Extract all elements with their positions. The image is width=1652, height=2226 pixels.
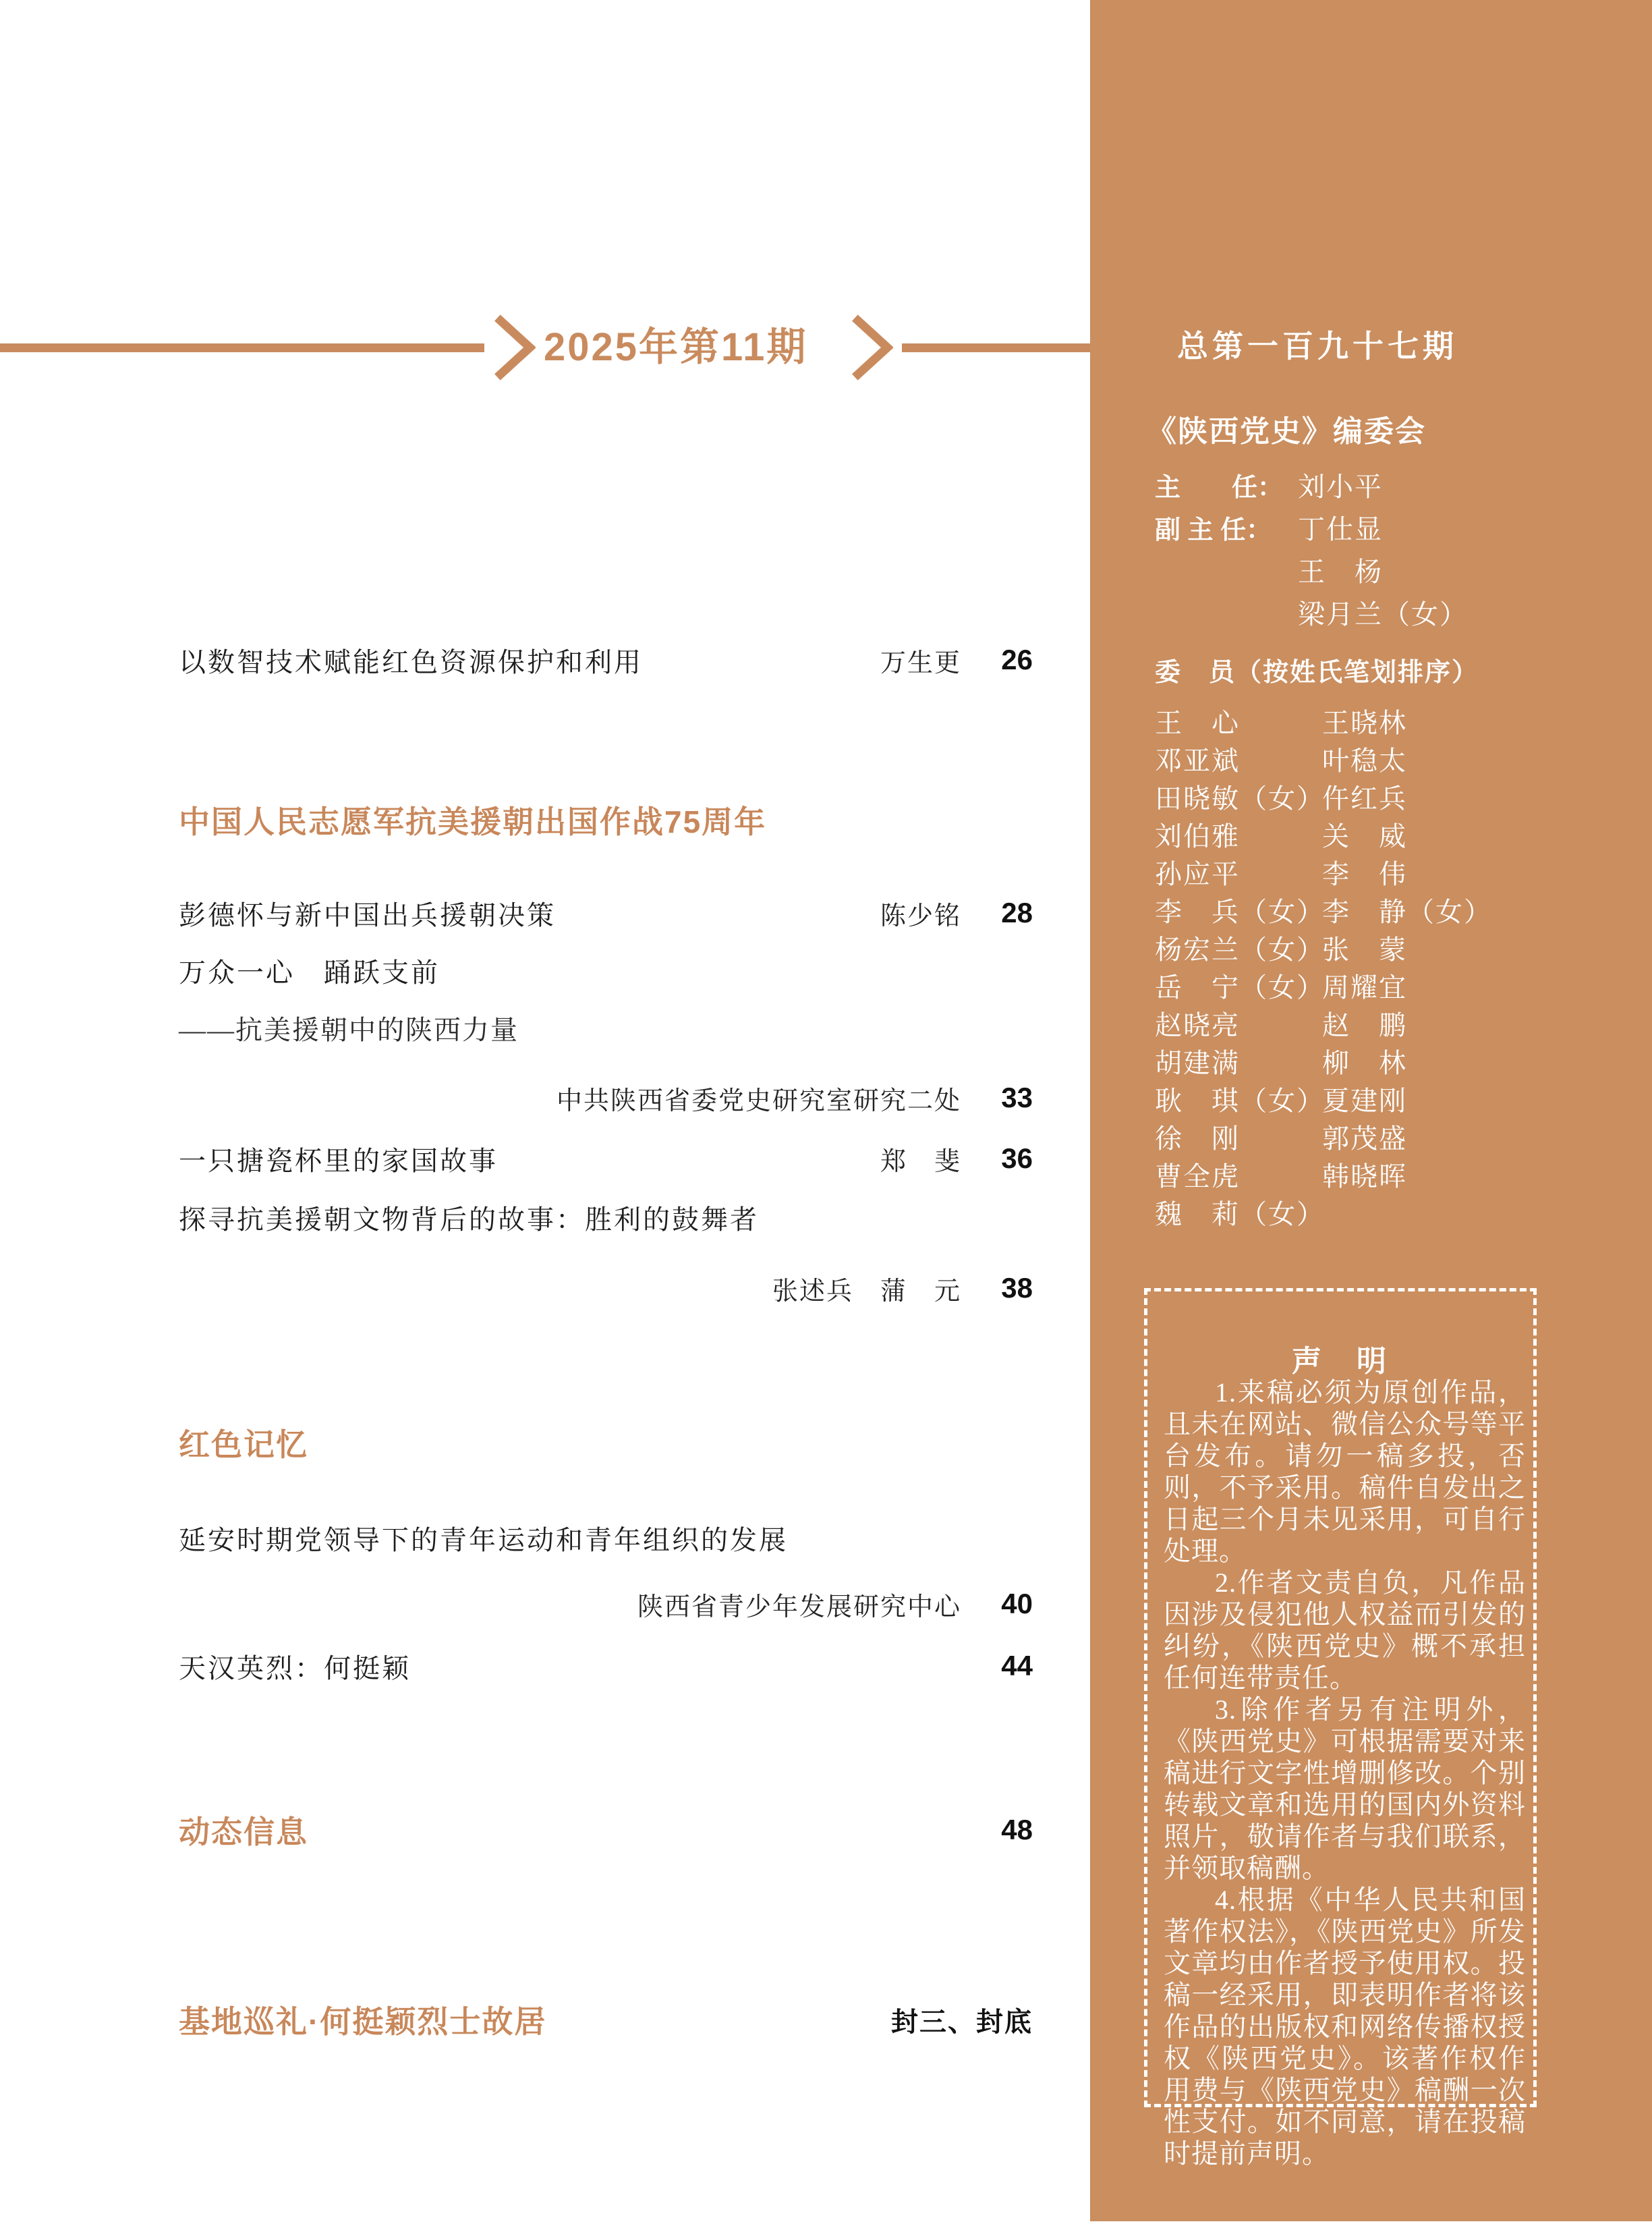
- member-name: 李 兵（女）: [1155, 896, 1325, 927]
- page-number: 48: [1001, 1814, 1033, 1845]
- member-name: 郭茂盛: [1322, 1123, 1407, 1154]
- member-row: [1155, 777, 1407, 815]
- member-name: 李 静（女）: [1322, 896, 1492, 927]
- article-title: 探寻抗美援朝文物背后的故事：胜利的鼓舞者: [179, 1204, 759, 1235]
- issue-number-label: 2025年第11期: [544, 325, 808, 369]
- toc-subtitle-row: [179, 1007, 1033, 1048]
- page-number: 36: [1001, 1142, 1033, 1174]
- role-row-deputy-director: [1155, 551, 1383, 588]
- member-row: [1155, 1155, 1407, 1193]
- member-name: 赵晓亮: [1155, 1009, 1240, 1040]
- article-author: 陕西省青少年发展研究中心: [637, 1592, 961, 1621]
- sidebar-masthead: [1090, 0, 1652, 2221]
- toc-title-row: [179, 1197, 1033, 1237]
- role-name: 梁月兰（女）: [1298, 599, 1468, 630]
- member-name: 叶稳太: [1322, 745, 1407, 776]
- article-title: 万众一心 踊跃支前: [179, 957, 440, 988]
- toc-section-heading: [179, 1422, 1033, 1463]
- statement-paragraph: 4.根据《中华人民共和国著作权法》，《陕西党史》所发文章均由作者授予使用权。投稿一经采用，即表明作者将该作品的出版权和网络传播权授权《陕西党史》。该著作权作用费与《陕西党史》稿酬一次性支付。如不同意，请在投稿时提前声明。: [1164, 1885, 1526, 2169]
- member-row: [1155, 1080, 1407, 1117]
- toc-credit-row: [179, 1584, 1033, 1624]
- page-number: 26: [1001, 644, 1033, 675]
- toc-credit-row: [179, 1268, 1033, 1308]
- section-title: 中国人民志愿军抗美援朝出国作战75周年: [179, 804, 767, 839]
- toc-article-row: [179, 1138, 1033, 1179]
- page-number: 38: [1001, 1272, 1033, 1304]
- member-row: [1155, 1117, 1407, 1155]
- member-row: [1155, 966, 1407, 1004]
- statement-body: [1164, 1376, 1526, 2169]
- member-row: [1155, 740, 1407, 777]
- member-row: [1155, 1193, 1325, 1231]
- statement-title: 声 明: [1292, 1345, 1389, 1378]
- header-rule-right: [902, 343, 1091, 352]
- toc-title-row: [179, 950, 1033, 991]
- role-row-director: [1155, 466, 1383, 503]
- article-title: 彭德怀与新中国出兵援朝决策: [179, 900, 556, 930]
- role-name: 丁仕显: [1298, 513, 1383, 545]
- page-number: 28: [1001, 897, 1033, 928]
- statement-paragraph: 1.来稿必须为原创作品，且未在网站、微信公众号等平台发布。请勿一稿多投，否则，不予采用。稿件自发出之日起三个月未见采用，可自行处理。: [1164, 1377, 1526, 1566]
- toc-article-row: [179, 640, 1033, 680]
- page-label: 封三、封底: [891, 2007, 1033, 2037]
- member-name: 曹全虎: [1155, 1161, 1240, 1192]
- statement-paragraph: 3.除作者另有注明外，《陕西党史》可根据需要对来稿进行文字性增删修改。个别转载文章和选用的国内外资料照片，敬请作者与我们联系，并领取稿酬。: [1164, 1694, 1526, 1883]
- page-number: 40: [1001, 1588, 1033, 1619]
- role-row-deputy-director: [1155, 508, 1383, 546]
- member-row: [1155, 853, 1407, 891]
- member-name: 魏 莉（女）: [1155, 1198, 1325, 1229]
- member-name: 邓亚斌: [1155, 745, 1240, 776]
- member-name: 关 威: [1322, 820, 1407, 852]
- toc-section-heading: [179, 800, 1033, 840]
- member-name: 岳 宁（女）: [1155, 972, 1325, 1003]
- member-name: 王 心: [1155, 707, 1240, 738]
- member-name: 韩晓晖: [1322, 1161, 1407, 1192]
- member-name: 夏建刚: [1322, 1085, 1407, 1116]
- member-name: 孙应平: [1155, 858, 1240, 889]
- member-row: [1155, 1042, 1407, 1080]
- toc-article-row: [179, 893, 1033, 933]
- member-name: 仵红兵: [1322, 783, 1407, 814]
- toc-section-heading: [179, 1999, 1033, 2040]
- page-number: 44: [1001, 1650, 1033, 1681]
- members-heading: 委 员（按姓氏笔划排序）: [1155, 659, 1479, 687]
- total-issue-label: 总第一百九十七期: [1177, 329, 1458, 364]
- statement-paragraph: 2.作者文责自负，凡作品因涉及侵犯他人权益而引发的纠纷，《陕西党史》概不承担任何连带责任。: [1164, 1567, 1526, 1693]
- member-name: 耿 琪（女）: [1155, 1085, 1325, 1116]
- member-row: [1155, 891, 1492, 928]
- role-name: 王 杨: [1298, 556, 1383, 587]
- member-name: 刘伯雅: [1155, 820, 1240, 852]
- article-title: 以数智技术赋能红色资源保护和利用: [179, 647, 643, 677]
- role-row-deputy-director: [1155, 593, 1468, 631]
- statement-box: [1144, 1288, 1537, 2169]
- editorial-committee-title: 《陕西党史》编委会: [1147, 415, 1426, 448]
- article-title: 天汉英烈：何挺颖: [179, 1653, 411, 1684]
- article-author: 陈少铭: [880, 901, 961, 930]
- toc-title-row: [179, 1518, 1033, 1558]
- article-author: 张述兵 蒲 元: [772, 1277, 961, 1306]
- member-name: 田晓敏（女）: [1155, 783, 1325, 814]
- article-author: 万生更: [880, 648, 961, 677]
- member-name: 柳 林: [1322, 1047, 1407, 1078]
- article-author: 郑 斐: [880, 1147, 961, 1176]
- role-label: 主 任：: [1155, 473, 1284, 502]
- toc-section-heading: [179, 1810, 1033, 1850]
- chevron-right-icon: [847, 312, 893, 383]
- member-row: [1155, 928, 1407, 966]
- header-rule-left: [0, 343, 484, 352]
- member-name: 李 伟: [1322, 858, 1407, 889]
- article-title: 延安时期党领导下的青年运动和青年组织的发展: [179, 1525, 788, 1555]
- member-row: [1155, 1004, 1407, 1042]
- member-row: [1155, 815, 1407, 853]
- member-name: 赵 鹏: [1322, 1009, 1407, 1040]
- page-number: 33: [1001, 1082, 1033, 1113]
- toc-credit-row: [179, 1078, 1033, 1118]
- member-name: 杨宏兰（女）: [1155, 934, 1325, 965]
- chevron-right-icon: [490, 312, 536, 383]
- section-title: 基地巡礼·何挺颖烈士故居: [179, 2004, 547, 2039]
- toc-article-row: [179, 1646, 1033, 1686]
- member-name: 张 蒙: [1322, 934, 1407, 965]
- member-row: [1155, 702, 1407, 740]
- role-label: 副 主 任：: [1155, 516, 1272, 545]
- article-subtitle: ——抗美援朝中的陕西力量: [179, 1014, 519, 1045]
- section-title: 动态信息: [179, 1814, 308, 1849]
- role-name: 刘小平: [1298, 471, 1383, 502]
- article-author: 中共陕西省委党史研究室研究二处: [556, 1086, 961, 1115]
- section-title: 红色记忆: [179, 1427, 308, 1462]
- member-name: 王晓林: [1322, 707, 1407, 738]
- member-name: 周耀宜: [1322, 972, 1407, 1003]
- article-title: 一只搪瓷杯里的家国故事: [179, 1146, 498, 1176]
- member-name: 胡建满: [1155, 1047, 1240, 1078]
- member-name: 徐 刚: [1155, 1123, 1240, 1154]
